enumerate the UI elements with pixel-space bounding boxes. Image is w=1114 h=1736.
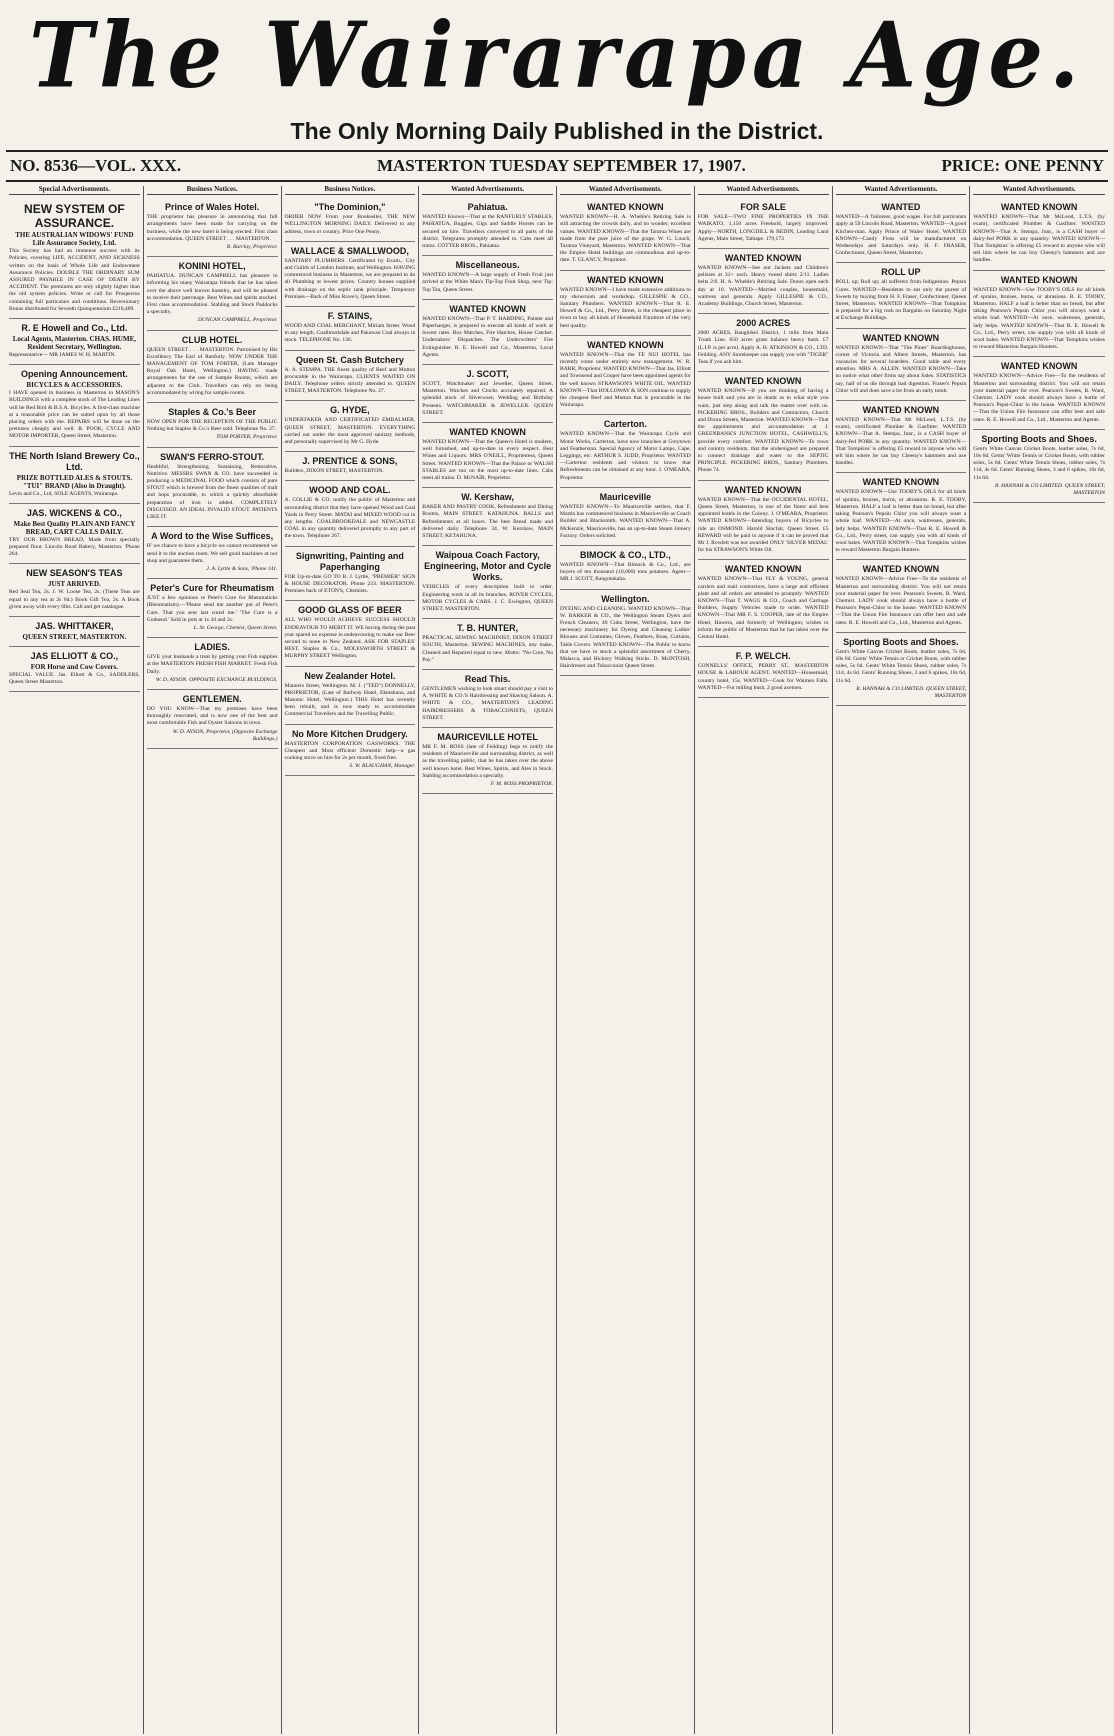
advertisement	[9, 365, 140, 446]
ad-body: FOR SALE—TWO FINE PROPERTIES IN THE WAIKATO, 1,150 acres Freehold, largely improved. Apply—NORTH, LONGDILL & BEDIN, Leading Land Agents, Main Street, Taihape. 179,173	[697, 214, 829, 242]
advertisement	[698, 560, 829, 647]
ad-heading: New Zealander Hotel.	[304, 670, 396, 681]
ad-heading: T. B. HUNTER,	[457, 623, 519, 634]
ad-body: WANTED—A Tailoress, good wages. For full particulars apply at 59 Lincoln Road, Masterton. WANTED—A good Kitchen-man. Apply Prince of Wales' Hotel. WANTED KNOWN—Candy Floss will be manufactured on Wednesdays and Saturdays only. H. F. FRASER, Confectioner, Queen Street, Masterton.	[835, 214, 967, 257]
advertisement	[147, 690, 278, 749]
advertisement	[560, 198, 691, 270]
ad-subheading: FOR Horse and Cow Covers.	[30, 663, 119, 672]
ad-body: JUST a few opinions re Peter's Cure for Rheumaticks (Rheumatism).—'Please send me another pot of Peter's Cure. That you sent last cured me.' 'The Cure is a Godsend.' Sold in pots at 1s 3d and 2s.	[146, 595, 278, 623]
advertisement	[422, 198, 553, 256]
ad-body: GIVE your husbands a treat by getting your Fish supplies at the MASTERTON FRESH FISH MARKET. Fresh Fish Daily.	[146, 654, 278, 675]
ad-body: Representative— MR JAMES W. H. MARTIN.	[9, 352, 116, 359]
ad-body: GENTLEMEN wishing to look smart should pay a visit to A. WHITE & CO.'S Hairdressing and Shaving Saloon. A. WHITE & CO., MASTERTON'S LEADING HAIRDRESSERS & TOBACCONISTS, QUEEN STREET.	[422, 685, 553, 721]
ad-body: Levin and Co., Ltd, SOLE AGENTS, Wairarapa.	[9, 490, 119, 497]
advertisement	[285, 547, 416, 602]
advertisement	[698, 198, 829, 249]
ad-heading: JAS. WICKENS & CO.,	[26, 507, 122, 518]
ad-signature: S. W. BLAUGHAN, Manager.	[349, 763, 416, 770]
ad-heading: NEW SYSTEM OF ASSURANCE.	[24, 202, 125, 231]
ad-heading: F. STAINS,	[327, 311, 373, 322]
ad-body: WANTED KNOWN—H. A. Wheble's Retiring Sale is still attracting the crowds daily, and no wonder, excellent values. WANTED KNOWN—That the Tararua Wines are made from the pure juice of the grape. W. G. Louch, Tararua Vineyard, Masterton. WANTED KNOWN—That the Empire Hotel buildings are commodious and up-to-date. T. GLANCY, Proprietor.	[560, 214, 691, 264]
ad-body: PAHIATUA. DUNCAN CAMPBELL has pleasure in informing his many Wairarapa friends that he has taken over the above well known hostelry, and will be pleased to receive their patronage. Best Wines and spirits stocked. First class accommodation. Stabling and Stock Paddocks a specialty.	[146, 273, 278, 316]
ad-heading: WANTED KNOWN	[724, 253, 802, 264]
price: PRICE: ONE PENNY	[941, 156, 1104, 175]
ad-heading: J. PRENTICE & SONS,	[302, 456, 398, 467]
ad-body: A. COLLIE & CO. notify the public of Masterton and surrounding district that they have opened Wood and Coal Yards in Perry Street. MATAI and MIXED WOOD cut in any lengths. COALBROOKDALE and NEWCASTLE COAL in any quantity delivered promptly to any part of the town. Telephone 267.	[284, 497, 416, 540]
ad-subheading: JUST ARRIVED.	[47, 580, 101, 589]
ad-body: DYEING AND CLEANING. WANTED KNOWN—That W. BARKER & CO., the Wellington Steam Dyers and French Cleaners, 46 Cuba Street, Wellington, have the necessary machinery for Dyeing and Cleaning Ladies' Blouses and Costumes, Gloves, Feathers, Boas, Curtains, Table Covers. WANTED KNOWN—The Public to know that we have in stock a splendid assortment of Cherry, Malacca, and Hickory Walking Sticks. D. McINTOSH, Hairdresser and Tobacconist Queen Street.	[560, 605, 691, 670]
ad-heading: WANTED KNOWN	[587, 202, 664, 213]
ad-body: Gent's White Canvas Cricket Boots, leather soles, 7s 6d, 10s 6d. Gents' White Tennis or Cricket Boots, with rubber soles, 5s 6d. Gents' White Tennis Shoes, rubber soles, 7s 11d, 4s 6d. Gents' Running Shoes, 3 and 6 spikes, 10s 6d, 11s 6d.	[973, 445, 1105, 481]
advertisement	[698, 372, 829, 480]
ad-heading: WANTED KNOWN	[724, 484, 802, 495]
advertisement	[285, 242, 416, 307]
ad-heading: MAURICEVILLE HOTEL	[437, 731, 538, 742]
ad-heading: Signwriting, Painting and Paperhanging	[295, 550, 404, 572]
columns	[6, 186, 1108, 1734]
ad-body: WANTED KNOWN—That FLY & YOUNG, general carriers and mail contractors, have a large and efficient plant and all orders are attended to promptly. WANTED KNOWN—That T. WAGG & CO., Coach and Carriage Builders, Supply Vehicles made to order. WANTED KNOWN—That MR F. S. COOPER, late of the Empire Hotel, Hawera, and formerly of Wellington, wishes to inform the public of Masterton that he has taken over the Central Hotel.	[697, 576, 829, 640]
advertisement	[285, 667, 416, 725]
column-body	[9, 198, 140, 692]
ad-body: A. A. STEMPA. THE finest quality of Beef and Mutton procurable in the Wairarapa. CLIENTS WAITED ON DAILY. Telephone orders strictly attended to. QUEEN STREET, MASTERTON. Telephone No. 27.	[284, 366, 416, 395]
ad-heading: KONINI HOTEL,	[178, 261, 246, 272]
ad-body: WOOD AND COAL MERCHANT, Miriam Street. Wood in any length. Coalbrookdale and Pakawau Coal always in stock. TELEPHONE No. 136.	[284, 323, 416, 344]
ad-heading: WANTED KNOWN	[862, 477, 940, 488]
column-body	[560, 198, 691, 676]
newspaper-page	[6, 0, 1108, 1736]
ad-body: MASTERTON CORPORATION GASWORKS. THE Cheapest and Most efficient Domestic help—a gas cooking stove on hire for 2s per month, fixed free.	[284, 740, 416, 761]
ad-signature: R. Barclay, Proprietor.	[226, 244, 278, 251]
ad-body: QUEEN STREET . . . MASTERTON. Patronised by His Excellency The Earl of Ranfurly. NOW UNDER THE MANAGEMENT OF TOM FORTER, (Late Manager Royal Oak Hotel, Wellington.) HAVING made arrangements for the use of Sample Rooms, which are adjacent to the Club. Travellers can rely on being accommodated by wiring for sample rooms.	[146, 346, 278, 396]
advertisement	[836, 560, 967, 632]
ad-heading: Opening Announcement.	[21, 369, 128, 380]
ad-heading: "The Dominion,"	[314, 202, 386, 213]
ad-body: SPECIAL VALUE. Jas. Elliott & Co., SADDLERS, Queen Street Masterton.	[9, 672, 140, 686]
ad-body: Healthful, Strengthening, Sustaining, Restorative, Nutritive. MESSRS SWAN & CO. have succeeded in producing a MEDICINAL FOOD which consists of pure STOUT which is brewed from the finest qualities of malt and hops procurable, to which a quickly absorbable preparation of iron is added. COMPLETELY DISGUISED. AN IDEAL INVALID STOUT. PATIENTS LIKE IT.	[146, 463, 278, 521]
ad-heading: LADIES.	[194, 642, 230, 653]
advertisement	[560, 336, 691, 416]
advertisement	[285, 481, 416, 546]
column-7	[833, 186, 971, 1734]
ad-signature: W. D. AYSON. OPPOSITE EXCHANGE BUILDINGS.	[155, 676, 278, 683]
issue-number: NO. 8536—VOL. XXX.	[10, 156, 182, 175]
ad-heading: Miscellaneous.	[455, 260, 520, 271]
column-5	[557, 186, 695, 1734]
ad-heading: NEW SEASON'S TEAS	[26, 568, 123, 579]
ad-heading: Queen St. Cash Butchery	[295, 354, 404, 365]
ad-heading: A Word to the Wise Suffices,	[151, 531, 274, 542]
ad-body: WANTED KNOWN—That Mr McLeod, L.T.S. (by exam), certificated Plumber & Gasfitter. WANTED KNOWN—That A. Stempa, Junr., is a CASH buyer of dairy-fed PORK in any quantity. WANTED KNOWN—That Tompkins' is offering £5 reward to anyone who will tell him where he can buy Cheeny's hammers and axe handles.	[835, 417, 967, 467]
ad-body: VEHICLES of every description built to order. Engineering work in all its branches. ROVER CYCLES, MOTOR CYCLES & CARS. J. C. Ewington, QUEEN STREET, MASTERTON.	[422, 584, 553, 612]
column-heading: Wanted Advertisements.	[698, 186, 829, 195]
advertisement	[285, 198, 416, 242]
ad-body: WANTED KNOWN—That Mr McLeod, L.T.S. (by exam), certificated Plumber & Gasfitter. WANTED KNOWN—That A. Stempa, Junr., is a CASH buyer of dairy-fed PORK in any quantity. WANTED KNOWN—That Tompkins' is offering £5 reward to anyone who will tell him where he can buy Cheeny's hammers and axe handles.	[973, 214, 1105, 264]
advertisement	[147, 331, 278, 403]
advertisement	[9, 564, 140, 617]
ad-heading: THE North Island Brewery Co., Ltd.	[9, 450, 140, 472]
ad-body: WANTED KNOWN—I have made extensive additions to my showroom and workshop. GILLESPIE & CO., Sanitary Plumbers. WANTED KNOWN—That R. E. Howell & Co., Ltd., Perry Street, is the cheapest place in town to buy all kinds of Household Furniture of the very best quality.	[560, 286, 691, 329]
ad-body: SCOTT, Watchmaker and Jeweller, Queen Street, Masterton. Watches and Clocks accurately repaired. A splendid stock of Silverware, Wedding and Birthday Presents. WATCHMAKER & JEWELLER. QUEEN STREET.	[422, 381, 553, 416]
advertisement	[836, 263, 967, 328]
ad-subheading: THE AUSTRALIAN WIDOWS' FUND Life Assurance Society, Ltd.	[15, 231, 134, 248]
advertisement	[9, 198, 140, 319]
ad-heading: GOOD GLASS OF BEER	[298, 605, 402, 616]
advertisement	[285, 401, 416, 452]
ad-body: PRACTICAL SEWING MACHINIST, DIXON STREET SOUTH, Masterton. SEWING MACHINES, any make, Cleaned and Repaired equal to new. Motto: "No Cure, No Pay."	[422, 635, 553, 663]
advertisement	[422, 546, 553, 619]
column-8	[970, 186, 1108, 1734]
ad-body: ORDER NOW From your Bookseller, THE NEW WELLINGTON MORNING DAILY. Delivered to any address, town or country. Price One Penny.	[284, 214, 416, 235]
column-heading: Business Notices.	[285, 186, 416, 195]
advertisement	[9, 504, 140, 565]
advertisement	[973, 430, 1105, 503]
advertisement	[560, 546, 691, 590]
advertisement	[698, 249, 829, 314]
ad-body: MR F. M. ROSS (late of Feilding) begs to notify the residents of Mauriceville and surrounding district, as well as the travelling public, that he has taken over the above well known hotel. Best Wines, Spirits, and Ales in Stock. Stabling accommodation a specialty.	[422, 743, 553, 779]
ad-body: WANTED KNOWN—If you are thinking of having a house built and you are in doubt as to what style you want, just step along and talk the matter over with us. PICKERING BROS., Builders and Contractors, Church and Dixon Streets, Masterton. WANTED KNOWN—That the appointments and accommodation at J. GREENBANK'S JUNCTION HOTEL, CASHWELL'S, provide every comfort. WANTED KNOWN—To town and country residents, that the undersigned are prepared to connect drainage and water to the SEPTIC PRINCIPLE. PICKERING BROS., Sanitary Plumbers. Phone 74.	[697, 388, 829, 474]
ad-signature: F. M. ROSS PROPRIETOR.	[490, 780, 553, 787]
ad-heading: Mauriceville	[599, 491, 652, 502]
advertisement	[147, 403, 278, 448]
advertisement	[698, 647, 829, 698]
advertisement	[9, 647, 140, 692]
column-body	[422, 198, 553, 794]
advertisement	[422, 423, 553, 488]
column-heading: Business Notices.	[147, 186, 278, 195]
ad-heading: WANTED	[881, 202, 921, 213]
ad-heading: WANTED KNOWN	[449, 303, 526, 314]
column-body	[285, 198, 416, 776]
ad-heading: SWAN'S FERRO-STOUT.	[160, 451, 265, 462]
advertisement	[147, 638, 278, 690]
advertisement	[422, 670, 553, 728]
ad-heading: CLUB HOTEL.	[181, 334, 243, 345]
ad-body: WANTED Known—That at the RANFURLY STABLES, PAHIATUA, Buggies, Gigs and Saddle Horses can be secured on hire. Travellers conveyed to all parts of the district. Telegrams promptly attended to. Cabs meet all trains. COTTER BROS., Pahiatua.	[422, 214, 553, 250]
ad-heading: Pahiatua.	[467, 202, 508, 213]
ad-heading: WANTED KNOWN	[862, 405, 940, 416]
advertisement	[973, 271, 1105, 358]
column-2	[144, 186, 282, 1734]
ad-body: THE proprietor has pleasure in announcing that full arrangements have been made for carrying on the business, while the new hotel is being erected. First class accommodation. QUEEN STREET . . . MASTERTON.	[146, 214, 278, 242]
place-date: MASTERTON TUESDAY SEPTEMBER 17, 1907.	[376, 156, 746, 175]
ad-heading: No More Kitchen Drudgery.	[291, 728, 408, 739]
ad-signature: W. D. AYSON, Proprietor, (Opposite Exchange Buildings.)	[172, 728, 278, 742]
ad-body: BAKER AND PASTRY COOK, Refreshment and Dining Rooms, MAIN STREET. KATAHUNA. BALLS and Refreshments at all hours. The best Bread made and delivered daily. Telephone 34. W. Kershaw, MAIN STREET, KETAHUNA.	[422, 504, 553, 540]
column-body	[836, 198, 967, 706]
ad-signature: TOM PORTER, Proprietor.	[216, 434, 278, 441]
ad-heading: WALLACE & SMALLWOOD,	[290, 245, 409, 256]
ad-body: IF we chance to have a bicycle we cannot recommend we send it to the auction room. We sell good machines at our shop and guarantee them.	[146, 543, 278, 564]
dateline	[6, 150, 1108, 182]
column-heading: Special Advertisements.	[9, 186, 140, 195]
ad-heading: Carterton.	[603, 419, 647, 430]
advertisement	[422, 256, 553, 300]
ad-body: WANTED KNOWN—That the OCCIDENTAL HOTEL, Queen Street, Masterton, is one of the finest and best appointed hotels in the Colony. J. O'MEARA, Proprietor. WANTED KNOWN—Intending buyers of Bicycles to ride an OSMOND. Harold Sinclair, Queen Street. £5 REWARD will be paid to anyone if it can be proved that Mr J. Rowlett was not awarded ONLY 'SILVER MEDAL' for his STRAWSON'S White Oil.	[697, 496, 829, 554]
ad-body: SANITARY PLUMBERS. Certificated by Exam., City and Guilds of London Institute, and Wellington. HAVING commenced business in Masterton, we are prepared to do all Plumbing at lowest prices. Country houses supplied with drainage on the septic tank principle. Temporary Premises—Back of Miss Rowe's, Queen Street.	[284, 257, 416, 300]
advertisement	[285, 601, 416, 666]
ad-heading: 2000 ACRES	[736, 318, 790, 329]
ad-signature: J. A. Lyttle & Sons, 'Phone 141.	[206, 565, 278, 572]
column-heading: Wanted Advertisements.	[973, 186, 1105, 195]
ad-body: WANTED KNOWN—Use TOOBY'S OILS for all kinds of sprains, bruises, burns, or abrasions. R. E. TOOBY, Masterton. HALF a loaf is better than no bread, but after taking Pearson's Pepsin Chlor you will always want a whole loaf. WANTED—At once, waitresses, generals, lady helps. WANTED KNOWN—That R. E. Howell & Co., Ltd., Perry street, can supply you with all kinds of wool bales. WANTED KNOWN—That Tompkins wishes to reward Masterton Bargain Hunters.	[835, 489, 967, 554]
ad-subheading: Local Agents, Masterton. CHAS. HUME, Resident Secretary, Wellington.	[12, 335, 137, 352]
ad-signature: DUNCAN CAMPBELL, Proprietor.	[197, 317, 278, 324]
ad-heading: Peter's Cure for Rheumatism	[150, 583, 274, 594]
ad-heading: WANTED KNOWN	[724, 376, 802, 387]
ad-body: WANTED KNOWN—Advice Free—To the residents of Masterton and surrounding district. You will not retain your material paper for ever. Pearson's Sweets, R. Ward, Chemist. LADY cook should always have a bottle of Pearson's Pepsi-Chlor in the house. WANTED KNOWN—That the Union Fire Insurance can offer best and safe rates. R. E. Howell and Co., Ltd., Masterton and Agents.	[835, 576, 967, 626]
ad-body: WANTED KNOWN—Advice Free—To the residents of Masterton and surrounding district. You will not retain your material paper for ever. Pearson's Sweets, R. Ward, Chemist. LADY cook should always have a bottle of Pearson's Pepsi-Chlor in the house. WANTED KNOWN—That the Union Fire Insurance can offer best and safe rates. R. E. Howell and Co., Ltd., Masterton and Agents.	[973, 373, 1105, 423]
ad-subheading: BICYCLES & ACCESSORIES.	[26, 381, 123, 390]
ad-heading: WOOD AND COAL.	[309, 485, 391, 496]
ad-body: This Society has had an immense success with its Policies, covering LIFE, ACCIDENT, AND SICKNESS written on the basis of Whole Life and Endowment Assurance Policies. DOUBLE THE ORDINARY SUM ASSURED PAYABLE IN CASE OF DEATH BY ACCIDENT. The premiums are only slightly higher than the old system policies. Write or call for Prospectus containing full particulars and conditions. Reversionary Bonus distributed for Seventh Quinquennium £210,489.	[9, 248, 140, 312]
ad-signature: R. HANNAH & CO LIMITED. QUEEN STREET, MASTERTON	[994, 482, 1105, 497]
ad-heading: Sporting Boots and Shoes.	[843, 636, 959, 647]
column-body	[698, 198, 829, 698]
ad-body: Manners Street, Wellington. M. J. ("TED") DONNELLY, PROPRIETOR, (Late of Railway Hotel, Eketahuna, and Masonic Hotel, Wellington.) THIS Hotel has recently been rebuilt, and is now ready to accommodate Commercial Travellers and the Travelling Public.	[284, 682, 416, 718]
advertisement	[147, 257, 278, 330]
ad-body: CONNELLS' OFFICE, PERRY ST., MASTERTON HOUSE & LABOUR AGENT. WANTED—Housemaid, country hotel, 15s. WANTED—Cook for Waimea Falls. WANTED—For milling bush, 2 good axemen.	[697, 663, 829, 691]
ad-heading: W. Kershaw,	[461, 492, 514, 503]
ad-heading: F. P. WELCH.	[735, 651, 791, 662]
advertisement	[422, 619, 553, 670]
ad-heading: WANTED KNOWN	[724, 564, 802, 575]
ad-body: WANTED KNOWN—Use TOOBY'S OILS for all kinds of sprains, bruises, burns, or abrasions. R. E. TOOBY, Masterton. HALF a loaf is better than no bread, but after taking Pearson's Pepsin Chlor you will always want a whole loaf. WANTED—At once, waitresses, generals, lady helps. WANTED KNOWN—That R. E. Howell & Co., Ltd., Perry street, can supply you with all kinds of wool bales. WANTED KNOWN—That Tompkins wishes to reward Masterton Bargain Hunters.	[973, 286, 1105, 351]
advertisement	[422, 300, 553, 365]
ad-heading: ROLL UP	[881, 267, 921, 278]
advertisement	[147, 448, 278, 528]
advertisement	[560, 488, 691, 546]
advertisement	[698, 314, 829, 372]
ad-body: NOW OPEN FOR THE RECEPTION OF THE PUBLIC Nothing but Staples & Co.'s Beer sold. Telephone No. 27.	[146, 419, 278, 433]
ad-heading: WANTED KNOWN	[862, 564, 940, 575]
ad-heading: J. SCOTT,	[466, 369, 509, 380]
column-4	[419, 186, 557, 1734]
advertisement	[422, 365, 553, 423]
ad-body: WANTED KNOWN—See our Jackets and Children's pelisses at 31/- each. Heavy tweed shirts 2/11. Ladies belts 2/6. H. A. Wheble's Retiring Sale. Doors open each day at 10. WANTED—Married couples, housemaid, waitress and generals. Apply GILLESPIE & CO., Academy Buildings, Church Street, Masterton.	[697, 265, 829, 308]
advertisement	[285, 452, 416, 481]
advertisement	[836, 473, 967, 560]
advertisement	[285, 351, 416, 402]
advertisement	[422, 728, 553, 794]
ad-body: I HAVE opened in business in Masterton in MASON'S BUILDINGS with a complete stock of The Leading Lines will be Red Bird & B.S.A. Bicycles. A first-class machine at a reasonable price can be suited upon by all those placing orders with me. REPAIRS will be done on the premises cheaply and well. R. POOK, CYCLE AND MOTOR IMPORTER, Queen Street, Masterton.	[9, 390, 140, 440]
column-6	[695, 186, 833, 1734]
advertisement	[836, 198, 967, 263]
ad-heading: JAS ELLIOTT & CO.,	[30, 651, 119, 662]
ad-body: WANTED KNOWN—That the Wairarapa Cycle and Motor Works, Carterton, have now branches at Greytown and Featherston. Special Agency of Motor Lamps, Cape, Leggings, etc. ARTHUR S. JUDD, Proprietor. WANTED—Carterton residents and visitors to know that Refreshments can be obtained at any hour. J. O'MEARA, Proprietor.	[560, 431, 691, 481]
advertisement	[560, 590, 691, 677]
ad-body: WANTED KNOWN—That the Queen's Hotel is modern, well furnished, and up-to-date in every respect. Best Wines and Liquors. MRS O'NEILL, Proprietress, Queen Street. WANTED KNOWN—That the Palace or WALSH STABLES are run on the most up-to-date lines. Cabs meet all trains. D. McNAIR, Proprietor.	[422, 439, 553, 482]
ad-heading: Staples & Co.'s Beer	[168, 407, 256, 418]
advertisement	[698, 481, 829, 561]
ad-body: 2000 ACRES, Rangitikei District, 1 mile from Main Trunk Line. 850 acres grass balance heavy bush. £7 (L.I.P. is per acre). Apply A. H. ATKINSON & CO., LTD. Feilding. ANY Storekeeper can supply you with "TIGER" Teas if you ask him.	[697, 330, 829, 366]
ad-heading: R. E Howell and Co., Ltd.	[21, 323, 128, 334]
column-3	[282, 186, 420, 1734]
ad-body: TRY OUR BROWN BREAD, Made from specially prepared flour. Lincoln Road Bakery, Masterton. 'Phone 264.	[9, 536, 140, 558]
ad-signature: L. St. George, Chemist, Queen Street.	[193, 624, 278, 631]
advertisement	[973, 198, 1105, 270]
ad-body: UNDERTAKER AND CERTIFICATED EMBALMER, QUEEN STREET, MASTERTON. EVERYTHING carried out under the most approved sanitary methods, and personally supervised by Mr G. Hyde.	[284, 417, 416, 446]
advertisement	[285, 725, 416, 777]
ad-heading: WANTED KNOWN	[1000, 274, 1078, 285]
ad-subheading: PRIZE BOTTLED ALES & STOUTS. "TUI" BRAND (Also in Draught).	[16, 473, 132, 490]
ad-body: WANTED KNOWN—That Bimock & Co., Ltd., are buyers of ten thousand (10,000) tons potatoes. Agent—MR J. SCOTT, Rangotukaha.	[560, 561, 691, 583]
ad-body: ALL WHO WOULD ACHIEVE SUCCESS SHOULD ENDEAVOUR TO MERIT IT. WE having during the past year spared no expense in endeavouring to make our Beer second to none in New Zealand. ASK FOR STAPLES' BEST. Staples & Co., MOLESWORTH STREET & MURPHY STREET Wellington.	[284, 617, 416, 660]
ad-body: DO YOU KNOW—That my premises have been thoroughly renovated, and is now one of the best and most comfortable Fish and Oyster Saloons in town.	[146, 705, 278, 727]
ad-heading: G. HYDE,	[330, 405, 370, 416]
column-body	[973, 198, 1105, 503]
masthead	[6, 0, 1108, 112]
advertisement	[9, 617, 140, 647]
ad-heading: GENTLEMEN.	[182, 693, 242, 704]
ad-heading: WANTED KNOWN	[449, 427, 526, 438]
advertisement	[422, 488, 553, 546]
ad-heading: WANTED KNOWN	[862, 332, 940, 343]
column-heading: Wanted Advertisements.	[422, 186, 553, 195]
column-heading: Wanted Advertisements.	[560, 186, 691, 195]
advertisement	[147, 198, 278, 257]
ad-heading: Wellington.	[601, 593, 650, 604]
ad-heading: JAS. WHITTAKER,	[35, 621, 114, 632]
ad-body: ROLL up; Roll up; all sufferers from Indigestion. Pepsin Cures. WANTED—Residents to eat only the purest of Sweets by buying from H. F. Fraser, Confectioner, Queen Street, Masterton. WANTED KNOWN—That Tompkins is prepared for a big rush on Bargains on Saturday Night at Exchange Buildings.	[835, 279, 967, 322]
advertisement	[9, 447, 140, 504]
advertisement	[836, 329, 967, 401]
ad-body: WANTED KNOWN—That P. T. HARDING, Painter and Paperhanger, is prepared to execute all kinds of work at lowest rates. Box Matches, Fire Hatches, House Catcher. Undertakers' Dispatches. The Underwriters' Fire Extinguisher. R. E. Howell and Co., Masterton, Local Agents.	[422, 315, 553, 358]
ad-heading: FOR SALE	[740, 202, 786, 213]
ad-heading: Sporting Boots and Shoes.	[981, 433, 1097, 444]
ad-heading: Waipoua Coach Factory, Engineering, Motor and Cycle Works.	[424, 550, 552, 583]
ad-body: WANTED KNOWN—To Mauriceville settlers, that F. Martin has commenced business in Mauriceville as Coach Builder and Blacksmith. WANTED KNOWN—That A. McKenzie, Mauriceville, has an up-to-date Steam Joinery Factory. Orders solicited.	[560, 503, 691, 539]
ad-heading: Prince of Wales Hotel.	[165, 202, 260, 213]
ad-heading: WANTED KNOWN	[1000, 361, 1078, 372]
ad-heading: WANTED KNOWN	[587, 274, 664, 285]
ad-signature: R. HANNAH & CO LIMITED. QUEEN STREET, MASTERTON	[856, 685, 967, 699]
advertisement	[9, 319, 140, 365]
advertisement	[836, 401, 967, 473]
column-1	[6, 186, 144, 1734]
advertisement	[147, 579, 278, 638]
ad-body: WANTED KNOWN—That the TE NUI HOTEL has recently come under entirely new management. W. R. BARR, Proprietor. WANTED KNOWN—That Jas. Elliott and Townsend and Cooper have been appointed agents for the well known STRAWSON'S WHITE OIL. WANTED KNOWN—That HOLLOWAY & SON continue to supply the cheapest Beef and Mutton that is procurable in the Wairarapa.	[560, 351, 691, 409]
advertisement	[560, 271, 691, 336]
ad-heading: WANTED KNOWN	[587, 339, 664, 350]
advertisement	[147, 527, 278, 579]
ad-body: Red Seal Tea, 2s. J. W. Loose Tea, 2s. (These Teas are equal to any tea at 2s 6d.) Book Gift Tea, 2s. A Book given away with every 6lbs. Call and get catalogue.	[9, 589, 140, 610]
ad-body: FOR Up-to-date GO TO R. J. Lyttle, "PREMIER" SIGN & HOUSE DECORATOR. Phone 233. MASTERTON. Premises back of ETON'S, Chemists.	[284, 573, 416, 595]
advertisement	[836, 633, 967, 706]
ad-heading: WANTED KNOWN	[1000, 202, 1078, 213]
ad-body: Builders, DIXON STREET, MASTERTON.	[284, 468, 384, 475]
column-body	[147, 198, 278, 749]
tagline: The Only Morning Daily Published in the District.	[290, 118, 824, 144]
advertisement	[285, 307, 416, 351]
ad-body: WANTED KNOWN—A large supply of Fresh Fruit just arrived at the White Man's Tip-Top Fruit Shop, next Tip-Top Tea, Queen Street.	[422, 272, 553, 293]
ad-subheading: Make Best Quality PLAIN AND FANCY BREAD, CART CALLS DAILY.	[13, 519, 136, 536]
ad-body: Gent's White Canvas Cricket Boots, leather soles, 7s 6d, 10s 6d. Gents' White Tennis or Cricket Boots, with rubber soles, 5s 6d. Gents' White Tennis Shoes, rubber soles, 7s 11d, 4s 6d. Gents' Running Shoes, 3 and 6 spikes, 10s 6d, 11s 6d.	[835, 648, 967, 684]
ad-subheading: QUEEN STREET, MASTERTON.	[22, 633, 127, 642]
advertisement	[973, 357, 1105, 429]
ad-body: WANTED KNOWN—That "The Pines" Boardinghouse, corner of Victoria and Albert Streets, Masterton, has vacancies for several boarders. Good table and every attention. MRS A. ALLEN. WANTED KNOWN—Take no notice what other firms say about Sales. STATISTICS say, half of us die through bad digestion. Fraser's Pepsin Chlor will and does save a lot from an early tomb.	[835, 344, 967, 394]
ad-heading: Read This.	[464, 673, 511, 684]
ad-heading: BIMOCK & CO., LTD.,	[579, 549, 671, 560]
column-heading: Wanted Advertisements.	[836, 186, 967, 195]
masthead-title: The Wairarapa Age.	[28, 2, 1086, 109]
advertisement	[560, 415, 691, 487]
